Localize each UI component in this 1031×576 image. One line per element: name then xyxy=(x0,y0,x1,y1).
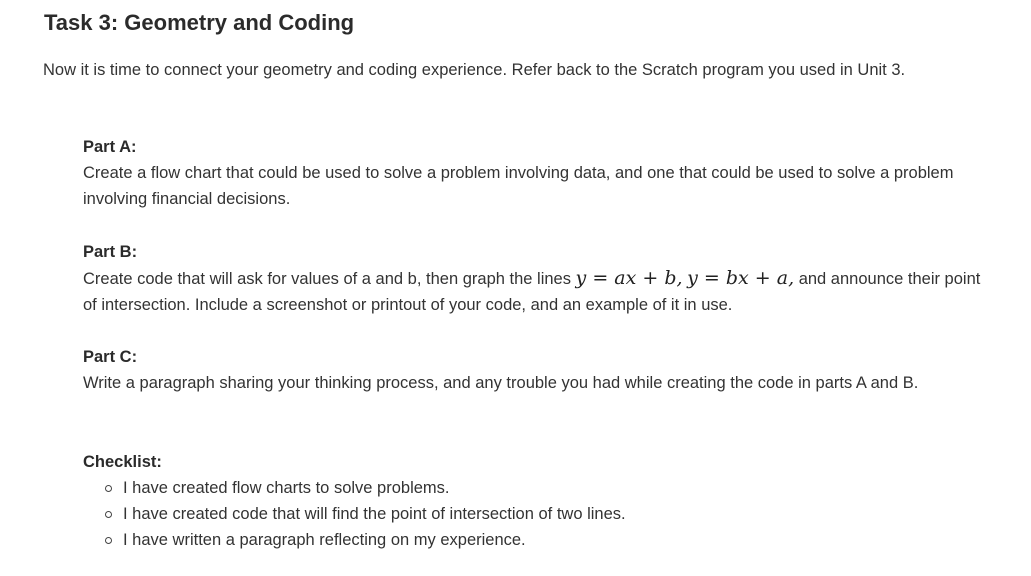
bullet-icon xyxy=(105,485,112,492)
bullet-icon xyxy=(105,511,112,518)
part-c-heading: Part C: xyxy=(83,348,138,366)
part-b-text-before: Create code that will ask for values of a and b, then graph the lines xyxy=(83,270,576,288)
bullet-icon xyxy=(105,537,112,544)
intro-paragraph: Now it is time to connect your geometry and coding experience. Refer back to the Scratch program you used in Unit 3. xyxy=(43,61,906,79)
equation-line-1: y = ax + b, xyxy=(575,267,683,289)
part-b-text-after: and announce their point of intersection. Include a screenshot or printout of your code, and an example of it in use. xyxy=(83,270,981,314)
part-b-body xyxy=(83,265,988,318)
part-c-section xyxy=(83,344,988,396)
checklist xyxy=(83,475,988,553)
checklist-item xyxy=(83,475,988,501)
part-b-section xyxy=(83,239,988,318)
checklist-item xyxy=(83,527,988,553)
part-a-body: Create a flow chart that could be used to solve a problem involving data, and one that could be used to solve a problem involving financial decisions. xyxy=(83,164,954,208)
part-c-body: Write a paragraph sharing your thinking process, and any trouble you had while creating the code in parts A and B. xyxy=(83,374,919,392)
checklist-heading: Checklist: xyxy=(83,453,162,471)
checklist-item-text: I have created flow charts to solve problems. xyxy=(123,479,450,497)
checklist-item xyxy=(83,501,988,527)
part-b-heading: Part B: xyxy=(83,243,138,261)
checklist-item-text: I have created code that will find the point of intersection of two lines. xyxy=(123,505,626,523)
checklist-item-text: I have written a paragraph reflecting on my experience. xyxy=(123,531,526,549)
equation-line-2: y = bx + a, xyxy=(687,267,795,289)
part-a-heading: Part A: xyxy=(83,138,137,156)
part-a-section xyxy=(83,134,988,212)
checklist-section xyxy=(83,449,988,553)
page-title: Task 3: Geometry and Coding xyxy=(44,10,355,35)
